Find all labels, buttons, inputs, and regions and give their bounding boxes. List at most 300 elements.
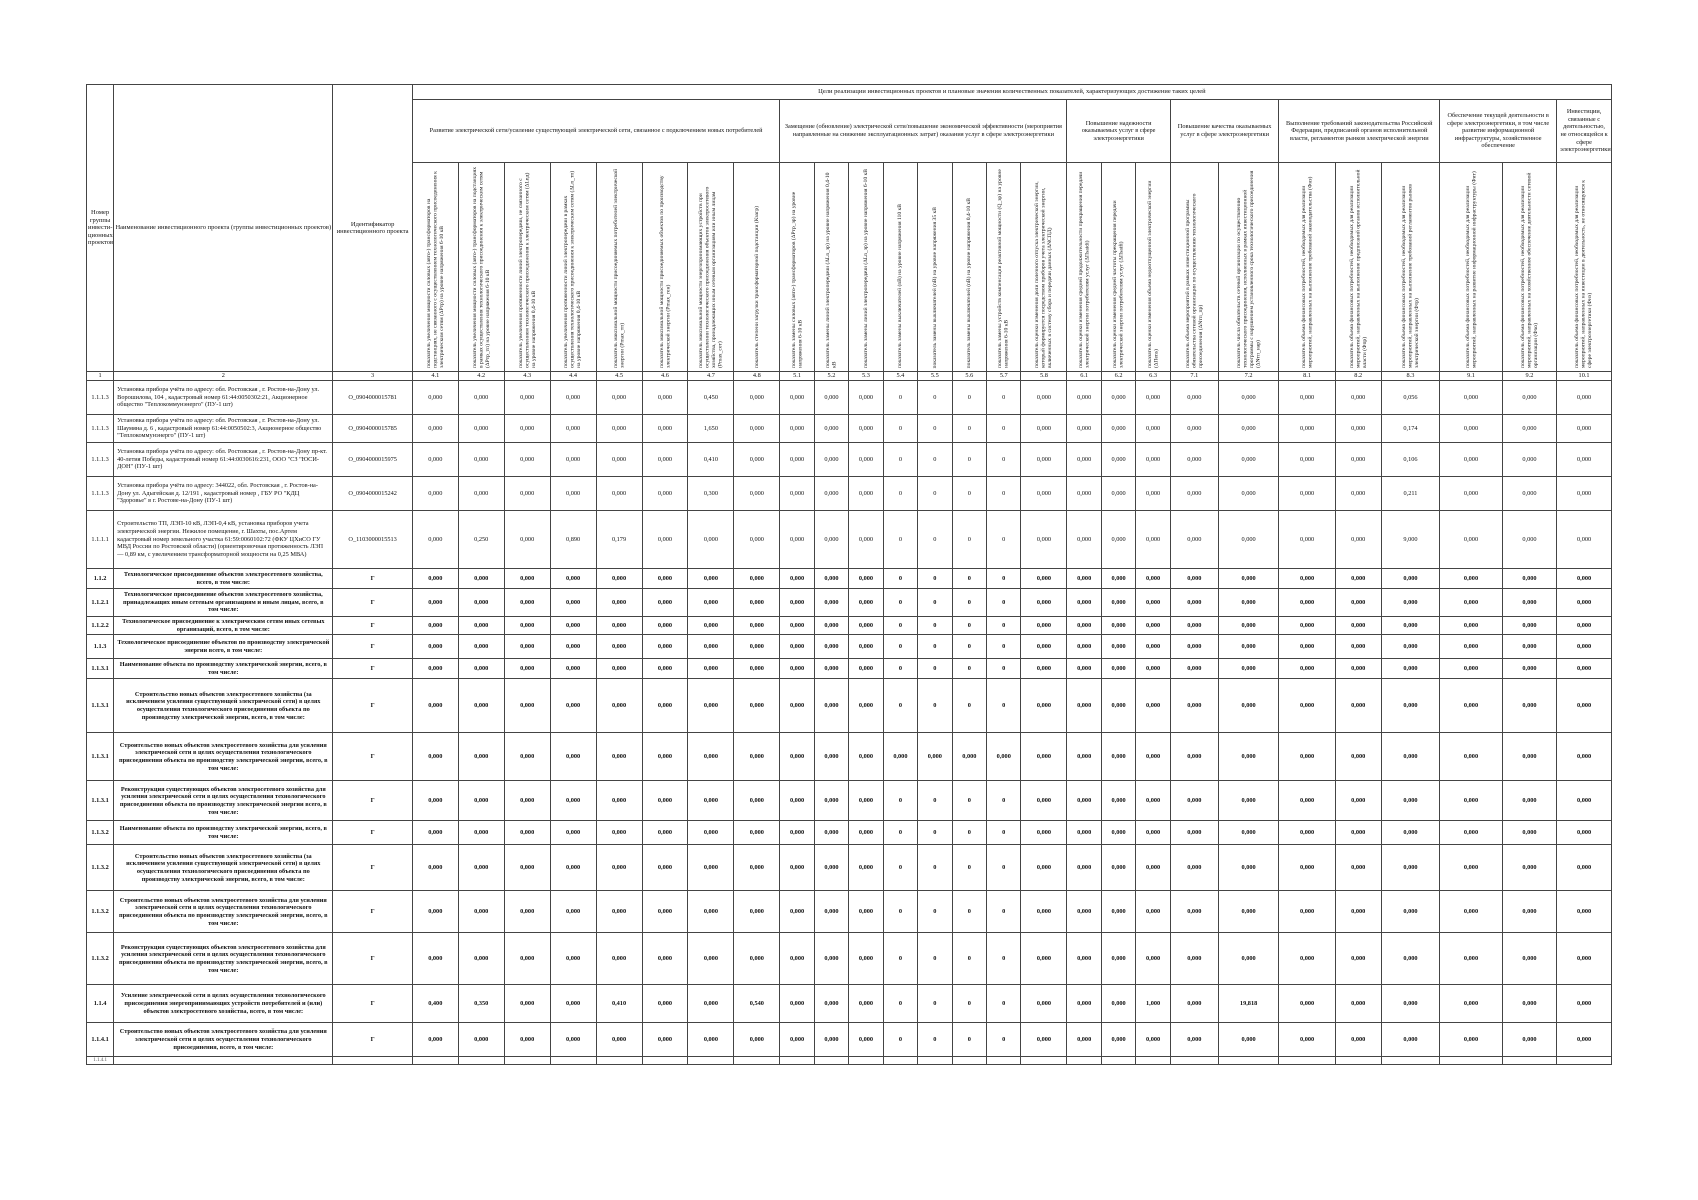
empty-cell [550,1057,596,1065]
indicator-value: 0,000 [1101,821,1135,845]
indicator-value: 0 [987,477,1021,511]
indicator-value: 0 [952,415,986,443]
indicator-value: 0,000 [1021,821,1067,845]
indicator-value: 0,000 [1440,635,1503,659]
indicator-value: 0 [987,781,1021,821]
table-row [87,733,1612,781]
indicator-value: 0,000 [688,933,734,985]
indicator-value: 0,000 [458,733,504,781]
row-group-number: 1.1.2.1 [87,589,114,617]
column-number: 7.2 [1218,372,1279,381]
indicator-value: 0,000 [734,891,780,933]
indicator-value: 0,000 [1170,933,1218,985]
indicator-value: 0,000 [642,845,688,891]
indicator-value: 0,000 [849,733,883,781]
row-project-name: Установка прибора учёта по адресу: обл. Ростовская , г. Ростов-на-Дону пр-кт. 40-летия Победы, кадастровый номер 61:44:0030616:231, ООО "СЗ "ЮСИ-ДОН" (ПУ-1 шт) [114,443,333,477]
indicator-value: 0,000 [1101,381,1135,415]
column-number: 9.1 [1440,372,1503,381]
indicator-value: 0 [918,381,952,415]
indicator-value: 0,000 [504,733,550,781]
indicator-value: 0,000 [1381,659,1439,679]
indicator-value: 0,890 [550,511,596,569]
indicator-value: 0,000 [458,381,504,415]
empty-cell [987,1057,1021,1065]
indicator-value: 0,000 [412,635,458,659]
column-number: 10.1 [1557,372,1612,381]
indicator-value: 0,000 [1101,511,1135,569]
indicator-value: 0,000 [849,781,883,821]
indicator-value: 0,000 [1381,589,1439,617]
indicator-value: 0 [883,821,917,845]
indicator-value: 0,000 [734,477,780,511]
indicator-value: 0,000 [504,679,550,733]
indicator-value: 0,000 [1170,1023,1218,1057]
indicator-value: 0,000 [550,891,596,933]
indicator-value: 0,000 [1101,635,1135,659]
indicator-value: 0,000 [1067,617,1101,635]
indicator-value: 0,000 [734,679,780,733]
indicator-label: показатель замены устройств компенсации реактивной мощности (Q_зр) на уровне напряжения 6-10 кВ [997,169,1010,368]
indicator-value: 0,000 [1502,635,1556,659]
indicator-value: 0,000 [458,891,504,933]
indicator-value: 0,000 [504,617,550,635]
indicator-value: 0 [918,1023,952,1057]
indicator-value: 0,000 [1218,477,1279,511]
indicator-value: 0,000 [814,845,848,891]
indicator-header [688,163,734,372]
indicator-value: 0,000 [1502,1023,1556,1057]
indicator-value: 0,000 [1218,781,1279,821]
indicator-value: 0,000 [1067,781,1101,821]
indicator-label: показатель объема финансовых потребностей, необходимых для реализации мероприятий, направленных на выполнение предписаний органов исполнительной власти (Фпр) [1348,169,1368,368]
indicator-value: 0,000 [1067,845,1101,891]
indicator-value: 0,000 [688,1023,734,1057]
column-number: 6.3 [1136,372,1170,381]
indicator-value: 0,000 [1335,589,1381,617]
indicator-value: 0,000 [550,443,596,477]
column-number: 6.2 [1101,372,1135,381]
indicator-value: 0 [987,443,1021,477]
row-project-identifier: Г [333,781,412,821]
indicator-value: 0 [918,569,952,589]
indicator-value: 0,000 [1381,635,1439,659]
empty-cell [1335,1057,1381,1065]
indicator-value: 0,000 [1101,415,1135,443]
empty-cell [1557,1057,1612,1065]
indicator-value: 0,000 [1136,933,1170,985]
indicator-value: 0,000 [1335,781,1381,821]
indicator-label: показатель оценки изменения средней частоты прекращения передачи электрической энергии потребителям услуг (ΔПsaifi) [1112,200,1125,368]
indicator-value: 0 [883,443,917,477]
indicator-value: 0,000 [596,381,642,415]
column-number: 1 [87,372,114,381]
indicator-value: 0,000 [1218,679,1279,733]
indicator-value: 0,000 [1067,891,1101,933]
indicator-value: 0 [918,985,952,1023]
indicator-value: 0,000 [1557,985,1612,1023]
indicator-value: 0,000 [814,443,848,477]
indicator-value: 0,000 [734,659,780,679]
empty-cell [596,1057,642,1065]
indicator-value: 0,000 [1218,569,1279,589]
indicator-value: 0,000 [458,821,504,845]
column-number: 5.3 [849,372,883,381]
indicator-value: 0,000 [1170,511,1218,569]
row-project-identifier: O_0904000015781 [333,381,412,415]
row-group-number: 1.1.2.2 [87,617,114,635]
indicator-value: 0,000 [1067,1023,1101,1057]
indicator-value: 0,000 [504,511,550,569]
indicator-value: 0,000 [458,617,504,635]
indicator-value: 0,000 [642,985,688,1023]
indicator-header [952,163,986,372]
indicator-value: 0,000 [849,443,883,477]
indicator-value: 0,000 [1335,659,1381,679]
indicator-header [1335,163,1381,372]
indicator-value: 0,000 [734,415,780,443]
indicator-value: 0,000 [504,781,550,821]
indicator-value: 0,000 [952,733,986,781]
indicator-value: 0,000 [1170,415,1218,443]
indicator-value: 0,174 [1381,415,1439,443]
row-group-number: 1.1.3.1 [87,679,114,733]
indicator-value: 0,000 [688,781,734,821]
indicator-value: 0,000 [734,1023,780,1057]
indicator-header [1502,163,1556,372]
header-group-number: Номер группы инвести-ционных проектов [87,85,114,372]
indicator-value: 0,000 [1502,891,1556,933]
row-project-name: Установка прибора учёта по адресу: обл. Ростовская , г. Ростов-на-Дону ул. Ворошилова, 104 , кадастровый номер 61:44:0050302:21, Акционерное общество "Теплокоммунэнерго" (ПУ-1 шт) [114,381,333,415]
indicator-value: 0,000 [1502,679,1556,733]
indicator-value: 0,000 [780,589,814,617]
indicator-value: 0,000 [1136,1023,1170,1057]
indicator-value: 0,000 [780,933,814,985]
indicator-value: 0 [987,1023,1021,1057]
indicator-value: 0,000 [1335,635,1381,659]
row-project-name: Усиление электрической сети в целях осуществления технологического присоединения энергопринимающих устройств потребителей и (или) объектов электросетевого хозяйства, всего, в том числе: [114,985,333,1023]
indicator-value: 0,000 [688,733,734,781]
indicator-value: 0,000 [849,381,883,415]
indicator-value: 0 [952,821,986,845]
indicator-value: 0,000 [1381,781,1439,821]
indicator-value: 0,000 [1502,933,1556,985]
empty-cell [1170,1057,1218,1065]
indicator-value: 0,000 [1136,415,1170,443]
indicator-value: 0,000 [504,821,550,845]
indicator-value: 0,000 [1279,985,1335,1023]
indicator-value: 0,000 [1557,589,1612,617]
empty-cell [642,1057,688,1065]
column-number: 9.2 [1502,372,1556,381]
indicator-value: 0,000 [734,381,780,415]
indicator-value: 1,650 [688,415,734,443]
indicator-value: 0,000 [1502,443,1556,477]
indicator-value: 0,000 [412,381,458,415]
indicator-value: 0,000 [1021,617,1067,635]
goal-group-4: Повышение качества оказываемых услуг в сфере электроэнергетики [1170,100,1279,163]
indicator-value: 0,000 [1440,589,1503,617]
empty-cell [780,1057,814,1065]
indicator-value: 0 [952,659,986,679]
indicator-value: 0,000 [596,443,642,477]
header-project-name: Наименование инвестиционного проекта (группы инвестиционных проектов) [114,85,333,372]
indicator-value: 0,000 [1335,845,1381,891]
column-number: 7.1 [1170,372,1218,381]
row-group-number: 1.1.1.3 [87,477,114,511]
indicator-value: 0,000 [596,891,642,933]
indicator-value: 0,000 [1440,659,1503,679]
indicator-value: 0,000 [688,821,734,845]
indicator-value: 0,410 [688,443,734,477]
indicator-value: 0 [952,589,986,617]
indicator-value: 0,000 [642,381,688,415]
indicator-value: 0 [883,477,917,511]
indicator-label: показатель замены выключателей (nВ) на уровне напряжения 0,4-10 кВ [966,197,973,368]
indicator-value: 0,000 [1218,589,1279,617]
indicator-value: 0,000 [1279,733,1335,781]
indicator-value: 0,000 [596,477,642,511]
indicator-label: показатель оценки изменения средней продолжительности прекращения передачи электрической энергии потребителям услуг (ΔПsaidi) [1077,171,1091,368]
investment-program-table [86,84,1612,1065]
indicator-value: 0,000 [1279,635,1335,659]
row-group-number: 1.1.3 [87,635,114,659]
indicator-value: 0 [987,617,1021,635]
indicator-value: 0,000 [1101,781,1135,821]
row-group-number: 1.1.1.3 [87,415,114,443]
indicator-value: 0,000 [550,781,596,821]
indicator-value: 0,000 [1502,477,1556,511]
indicator-value: 0,000 [1279,679,1335,733]
row-project-identifier: Г [333,659,412,679]
table-row [87,1023,1612,1057]
row-project-name: Технологическое присоединение объектов электросетевого хозяйства, принадлежащих иным сетевым организациям и иным лицам, всего, в том числе: [114,589,333,617]
indicator-header [849,163,883,372]
indicator-value: 0,000 [412,679,458,733]
indicator-value: 0,000 [1101,589,1135,617]
indicator-value: 0,000 [1136,569,1170,589]
indicator-value: 0,000 [849,659,883,679]
indicator-value: 0 [883,845,917,891]
indicator-value: 0,000 [1279,845,1335,891]
indicator-value: 0,000 [1101,985,1135,1023]
indicator-label: показатель замены силовых (авто-) трансформаторов (ΔPтр_зр) на уровне напряжения 6-10 кВ [790,191,804,368]
row-project-identifier: Г [333,733,412,781]
indicator-label: показатель степени загрузки трансформаторной подстанции (Кзагр) [753,205,760,368]
indicator-value: 0,000 [1021,733,1067,781]
row-group-number: 1.1.1.3 [87,443,114,477]
indicator-value: 0,000 [1440,821,1503,845]
table-body [87,381,1612,1065]
indicator-label: показатель увеличения протяженности линий электропередачи в рамках осуществления технологического присоединения к электрическим сетям (ΔLn_тп) на уровне напряжения 0,4-10 кВ [563,170,583,368]
indicator-value: 0,056 [1381,381,1439,415]
indicator-value: 0,000 [412,443,458,477]
indicator-value: 0,000 [1381,821,1439,845]
indicator-value: 0,000 [1067,569,1101,589]
table-row [87,821,1612,845]
indicator-value: 0,000 [642,511,688,569]
indicators-table [86,84,1612,1065]
indicator-value: 0 [883,617,917,635]
row-group-number: 1.1.1.1 [87,511,114,569]
row-project-name: Строительство новых объектов электросетевого хозяйства (за исключением усиления существующей электрической сети) в целях осуществления технологического присоединения объекта по производству электрической энергии, всего, в том числе: [114,845,333,891]
row-group-number: 1.1.3.2 [87,933,114,985]
indicator-value: 0,000 [1440,381,1503,415]
row-group-number: 1.1.3.2 [87,891,114,933]
indicator-value: 0 [987,415,1021,443]
empty-cell [1067,1057,1101,1065]
indicator-value: 0 [987,679,1021,733]
column-number: 4.4 [550,372,596,381]
indicator-value: 0,000 [1067,985,1101,1023]
indicator-value: 0,000 [814,635,848,659]
indicator-value: 0,000 [1440,617,1503,635]
indicator-value: 0,000 [550,569,596,589]
row-project-identifier: Г [333,845,412,891]
indicator-value: 0,000 [412,933,458,985]
indicator-value: 0,000 [596,569,642,589]
row-group-number: 1.1.3.2 [87,845,114,891]
row-project-name: Наименование объекта по производству электрической энергии, всего, в том числе: [114,659,333,679]
indicator-value: 0,106 [1381,443,1439,477]
indicator-value: 0,400 [412,985,458,1023]
indicator-value: 0,000 [596,589,642,617]
indicator-label: показатель замены линий электропередачи (ΔLn_зр) на уровне напряжения 0,4-10 кВ [825,172,838,368]
empty-cell [412,1057,458,1065]
indicator-value: 0,000 [1279,1023,1335,1057]
goal-group-7: Инвестиции, связанные с деятельностью, не относящейся к сфере электроэнергетики [1557,100,1612,163]
indicator-value: 0,000 [642,891,688,933]
table-row [87,589,1612,617]
indicator-value: 0,000 [814,617,848,635]
indicator-value: 0,000 [780,415,814,443]
row-project-identifier: O_1103000015513 [333,511,412,569]
indicator-value: 0,000 [1067,659,1101,679]
indicator-value: 0,000 [1335,821,1381,845]
empty-cell [1021,1057,1067,1065]
indicator-value: 0,000 [814,381,848,415]
indicator-value: 0 [918,617,952,635]
indicator-value: 0,000 [1381,1023,1439,1057]
indicator-value: 0,000 [1021,415,1067,443]
indicator-value: 0,000 [780,381,814,415]
indicator-header [596,163,642,372]
indicator-value: 0,000 [1557,1023,1612,1057]
empty-cell [1101,1057,1135,1065]
indicator-value: 0,000 [550,659,596,679]
indicator-value: 0,000 [642,477,688,511]
indicator-value: 0,000 [1279,589,1335,617]
column-number: 4.8 [734,372,780,381]
indicator-value: 0,000 [596,617,642,635]
indicator-value: 0,000 [1440,933,1503,985]
row-project-identifier: O_0904000015975 [333,443,412,477]
indicator-value: 0,000 [814,985,848,1023]
indicator-value: 0,000 [1067,477,1101,511]
indicator-value: 0,000 [504,845,550,891]
indicator-value: 0,000 [814,659,848,679]
indicator-value: 0,000 [458,845,504,891]
empty-cell [333,1057,412,1065]
row-group-number: 1.1.1.3 [87,381,114,415]
indicator-value: 0 [918,679,952,733]
indicator-label: показатель числа обязательств сетевой организации по осуществлению технологического присоединения, исполненных в рамках инвестиционной программы с нарушением установленного срока технологического присоединения (ΔNтп_нар) [1235,170,1262,368]
indicator-value: 0,000 [1440,569,1503,589]
indicator-value: 0 [987,933,1021,985]
indicator-value: 0,000 [1021,443,1067,477]
empty-cell [734,1057,780,1065]
indicator-value: 0,000 [1335,933,1381,985]
indicator-value: 0 [918,511,952,569]
indicator-value: 0,000 [688,659,734,679]
indicator-value: 0,000 [1067,733,1101,781]
indicator-value: 0,000 [688,679,734,733]
indicator-value: 0,000 [1557,891,1612,933]
row-project-name: Технологическое присоединение объектов по производству электрической энергии всего, в том числе: [114,635,333,659]
indicator-value: 0,000 [1335,891,1381,933]
goal-group-1: Развитие электрической сети/усиление существующей электрической сети, связанное с подключением новых потребителей [412,100,780,163]
row-project-name: Строительство новых объектов электросетевого хозяйства (за исключением усиления существующей электрической сети) в целях осуществления технологического присоединения объекта по производству электрической энергии, всего, в том числе: [114,679,333,733]
table-row [87,845,1612,891]
indicator-value: 0,000 [1170,659,1218,679]
indicator-value: 0,000 [849,821,883,845]
indicator-value: 0,000 [550,845,596,891]
indicator-value: 0,000 [814,781,848,821]
indicator-value: 0,000 [1101,1023,1135,1057]
indicator-value: 0,000 [814,569,848,589]
indicator-value: 0,000 [550,933,596,985]
indicator-value: 0 [883,415,917,443]
indicator-value: 0,000 [1279,511,1335,569]
empty-cell [1440,1057,1503,1065]
indicator-value: 0,000 [780,781,814,821]
indicator-value: 0 [918,781,952,821]
indicator-value: 0 [987,821,1021,845]
row-group-number: 1.1.3.1 [87,781,114,821]
indicator-value: 0,000 [642,933,688,985]
indicator-header [1218,163,1279,372]
indicator-value: 0,000 [504,415,550,443]
indicator-value: 0,000 [849,1023,883,1057]
indicator-value: 0,000 [780,1023,814,1057]
goal-group-6: Обеспечение текущей деятельности в сфере электроэнергетики, в том числе развитие информационной инфраструктуры, хозяйственное обеспечение [1440,100,1557,163]
indicator-value: 0,000 [1557,415,1612,443]
indicator-label: показатель замены выключателей (nВ) на уровне напряжения 35 кВ [931,206,938,368]
indicator-value: 0 [987,659,1021,679]
indicator-value: 0,000 [688,511,734,569]
indicator-value: 0 [952,381,986,415]
indicator-value: 0,000 [458,933,504,985]
indicator-header [1440,163,1503,372]
indicator-label: показатель оценки изменения доли полезного отпуска электрической энергии, который формируется посредством приборов учета электрической энергии, включенных в систему сбора и передачи данных (ΔNСПД) [1034,181,1054,368]
indicator-value: 0,000 [1440,679,1503,733]
empty-cell [883,1057,917,1065]
indicator-header [550,163,596,372]
indicator-value: 0,000 [412,617,458,635]
goal-group-5: Выполнение требований законодательства Российской Федерации, предписаний органов исполнительной власти, регламентов рынков электрической энергии [1279,100,1440,163]
column-number: 4.1 [412,372,458,381]
indicator-value: 0 [987,381,1021,415]
empty-cell [1279,1057,1335,1065]
indicator-value: 0,000 [688,589,734,617]
indicator-value: 0,300 [688,477,734,511]
indicator-header [1101,163,1135,372]
indicator-value: 0,000 [504,589,550,617]
indicator-value: 0 [952,845,986,891]
header-project-identifier: Идентификатор инвестиционного проекта [333,85,412,372]
indicator-value: 0,000 [1021,845,1067,891]
indicator-value: 0,410 [596,985,642,1023]
indicator-value: 0,000 [734,443,780,477]
